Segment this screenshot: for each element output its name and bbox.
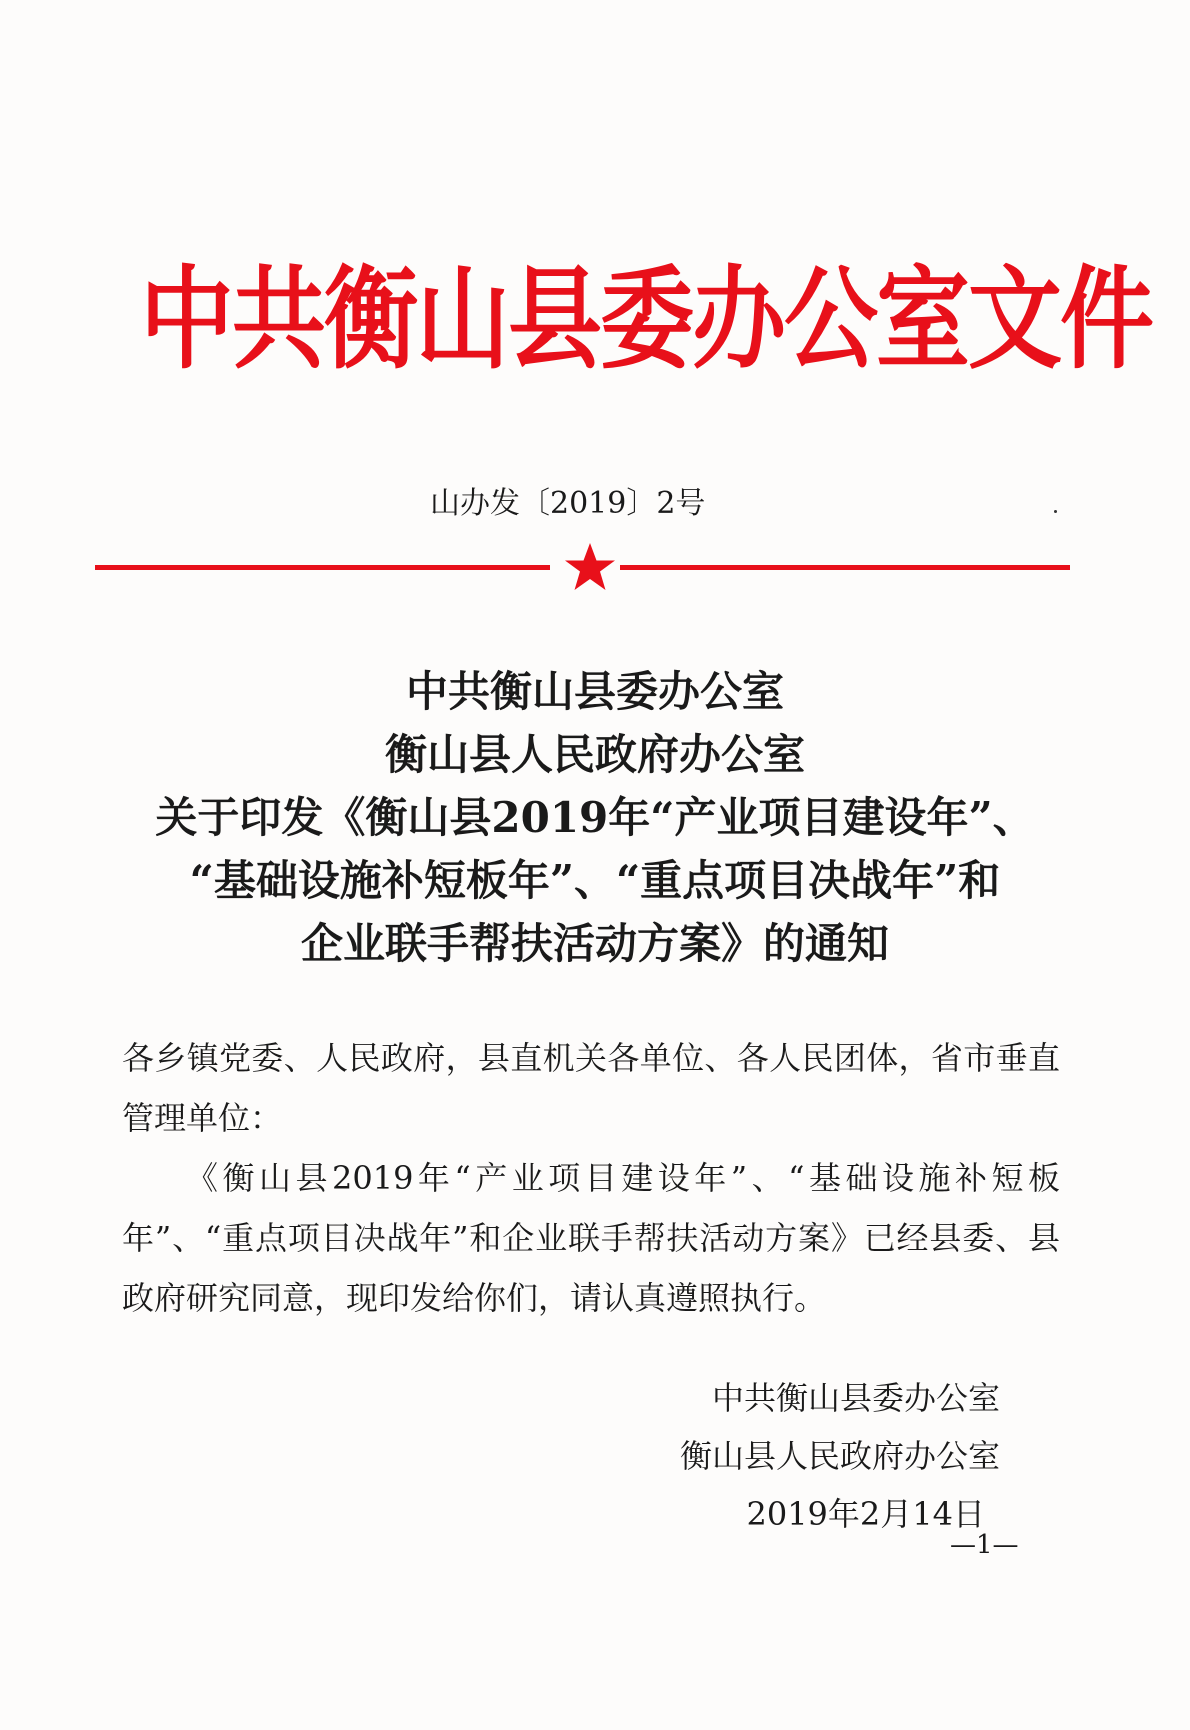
document-header-title: 中共衡山县委办公室文件 — [140, 255, 1153, 385]
notice-title — [80, 660, 1110, 975]
notice-title-line-4: “基础设施补短板年”、“重点项目决战年”和 — [189, 856, 1001, 905]
notice-title-line-3: 关于印发《衡山县2019年“产业项目建设年”、 — [155, 793, 1035, 842]
scan-speck — [1054, 510, 1057, 513]
notice-title-line-1: 中共衡山县委办公室 — [405, 667, 784, 716]
red-rule-right — [620, 565, 1070, 570]
notice-body — [122, 1028, 1060, 1328]
star-icon — [563, 541, 617, 593]
page-number: —1— — [950, 1530, 1019, 1560]
recipients-line: 各乡镇党委、人民政府，县直机关各单位、各人民团体，省市垂直管理单位： — [122, 1039, 1060, 1137]
red-rule-left — [95, 565, 550, 570]
signature-date: 2019年2月14日 — [746, 1495, 985, 1533]
notice-title-line-5: 企业联手帮扶活动方案》的通知 — [300, 919, 889, 968]
notice-title-line-2: 衡山县人民政府办公室 — [384, 730, 805, 779]
document-number: 山办发〔2019〕2号 — [430, 486, 706, 521]
signature-org-2: 衡山县人民政府办公室 — [679, 1437, 1000, 1475]
body-paragraph: 《衡山县2019年“产业项目建设年”、“基础设施补短板年”、“重点项目决战年”和企业联手帮扶活动方案》已经县委、县政府研究同意，现印发给你们，请认真遵照执行。 — [122, 1159, 1060, 1317]
signature-org-1: 中共衡山县委办公室 — [711, 1379, 1000, 1417]
